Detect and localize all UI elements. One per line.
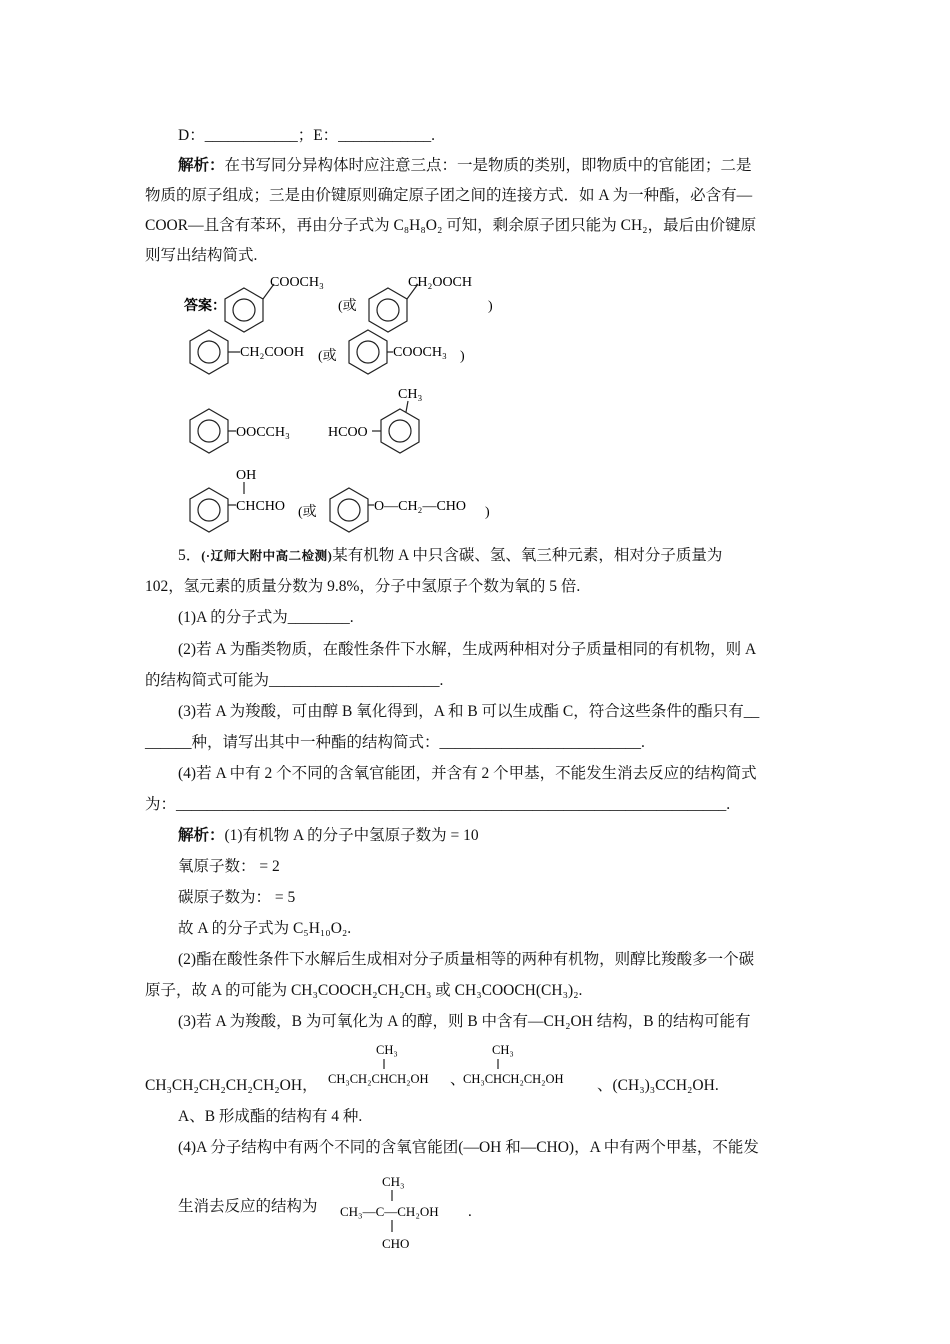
analysis-1-line-3: COOR—且含有苯环，再由分子式为 C₈H₈O₂ 可知，剩余原子团只能为 CH₂，最后由价键原 (145, 217, 757, 234)
analysis-1-line-1: 解析：在书写同分异构体时应注意三点：一是物质的类别，即物质中的官能团；二是 (178, 157, 752, 174)
benzene-ring-1 (225, 284, 274, 332)
svg-text:(或: (或 (318, 349, 337, 364)
svg-text:): ) (485, 505, 490, 520)
svg-text:(或: (或 (338, 299, 357, 314)
benzene-ring-5 (190, 409, 236, 453)
question-5-part-2b: 的结构简式可能为______________________. (145, 672, 444, 689)
alcohol-1: CH₃CH₂CH₂CH₂CH₂OH， (145, 1077, 318, 1094)
svg-text:CH₃: CH₃ (492, 1043, 514, 1057)
analysis-2-e3c: A、B 形成酯的结构有 4 种. (178, 1108, 363, 1125)
svg-text:CH₃—C—CH₂OH: CH₃—C—CH₂OH (340, 1204, 439, 1219)
benzene-ring-2 (369, 284, 418, 332)
question-5-part-3a: (3)若 A 为羧酸，可由醇 B 氧化得到，A 和 B 可以生成酯 C，符合这些条件的酯只有__ (178, 703, 760, 720)
svg-text:CH₂COOH: CH₂COOH (240, 345, 304, 360)
analysis-label: 解析： (178, 827, 225, 844)
analysis-2-e4b: 生消去反应的结构为 (178, 1198, 318, 1215)
question-5-part-4a: (4)若 A 中有 2 个不同的含氧官能团，并含有 2 个甲基，不能发生消去反应的结构简式 (178, 765, 757, 782)
analysis-2-o: 氧原子数： = 2 (178, 858, 280, 875)
svg-text:COOCH₃: COOCH₃ (393, 345, 447, 360)
svg-text:OOCCH₃: OOCCH₃ (236, 425, 290, 440)
question-5-line-1: 5．(·辽师大附中高二检测)某有机物 A 中只含碳、氢、氧三种元素，相对分子质量为 (178, 547, 723, 564)
svg-text:CH₃CH₂CHCH₂OH: CH₃CH₂CHCH₂OH (328, 1072, 429, 1086)
svg-text:、: 、 (450, 1072, 466, 1088)
svg-text:(或: (或 (298, 505, 317, 520)
analysis-2-e2b: 原子，故 A 的可能为 CH₃COOCH₂CH₂CH₃ 或 CH₃COOCH(CH₃)₂. (145, 982, 583, 999)
final-structure (330, 1168, 490, 1256)
benzene-ring-3 (190, 330, 240, 374)
question-5-part-1: (1)A 的分子式为________. (178, 609, 354, 626)
svg-text:): ) (460, 349, 465, 364)
svg-text:CH₃: CH₃ (376, 1043, 398, 1057)
svg-text:COOCH₃: COOCH₃ (270, 275, 324, 290)
svg-text:CHO: CHO (382, 1236, 410, 1251)
analysis-2-h: 解析：(1)有机物 A 的分子中氢原子数为 = 10 (178, 827, 479, 844)
svg-text:): ) (488, 299, 493, 314)
question-5-part-2a: (2)若 A 为酯类物质，在酸性条件下水解，生成两种相对分子质量相同的有机物，则 A (178, 641, 757, 658)
question-5-part-3b: ______种，请写出其中一种酯的结构简式：__________________________. (145, 734, 645, 751)
analysis-2-e2a: (2)酯在酸性条件下水解后生成相对分子质量相等的两种有机物，则醇比羧酸多一个碳 (178, 951, 755, 968)
benzene-ring-6 (372, 401, 419, 453)
svg-text:HCOO: HCOO (328, 425, 368, 440)
svg-text:CH₂OOCH: CH₂OOCH (408, 275, 472, 290)
svg-text:CH₃CHCH₂CH₂OH: CH₃CHCH₂CH₂OH (463, 1072, 564, 1086)
benzene-ring-4 (349, 330, 393, 374)
blank-de-line: D：____________；E：____________. (178, 127, 436, 144)
analysis-1-line-2: 物质的原子组成；三是由价键原则确定原子团之间的连接方式．如 A 为一种酯，必含有— (145, 187, 753, 204)
analysis-2-c: 碳原子数为： = 5 (178, 889, 296, 906)
answer-label: 答案： (184, 299, 226, 314)
question-5-line-2: 102，氢元素的质量分数为 9.8%，分子中氢原子个数为氧的 5 倍. (145, 578, 581, 595)
svg-text:CH₃: CH₃ (382, 1174, 405, 1189)
svg-text:CH₃: CH₃ (398, 387, 423, 402)
svg-text:.: . (468, 1204, 472, 1220)
svg-text:CHCHO: CHCHO (236, 499, 286, 514)
analysis-label: 解析： (178, 157, 225, 174)
analysis-2-e4a: (4)A 分子结构中有两个不同的含氧官能团(—OH 和—CHO)，A 中有两个甲基，不能发 (178, 1139, 759, 1156)
analysis-1-line-4: 则写出结构简式. (145, 247, 258, 264)
svg-text:O—CH₂—CHO: O—CH₂—CHO (374, 499, 466, 514)
benzene-ring-8 (330, 488, 374, 532)
svg-text:OH: OH (236, 468, 257, 483)
analysis-2-formula: 故 A 的分子式为 C₅H₁₀O₂. (178, 920, 352, 937)
answer-structures (0, 270, 950, 535)
analysis-2-e3a: (3)若 A 为羧酸，B 为可氧化为 A 的醇，则 B 中含有—CH₂OH 结构，B 的结构可能有 (178, 1013, 751, 1030)
alcohol-4: 、(CH₃)₃CCH₂OH. (597, 1077, 719, 1094)
question-source: (·辽师大附中高二检测) (201, 549, 333, 563)
question-5-part-4b: 为：_______________________________________________________________________. (145, 796, 731, 813)
